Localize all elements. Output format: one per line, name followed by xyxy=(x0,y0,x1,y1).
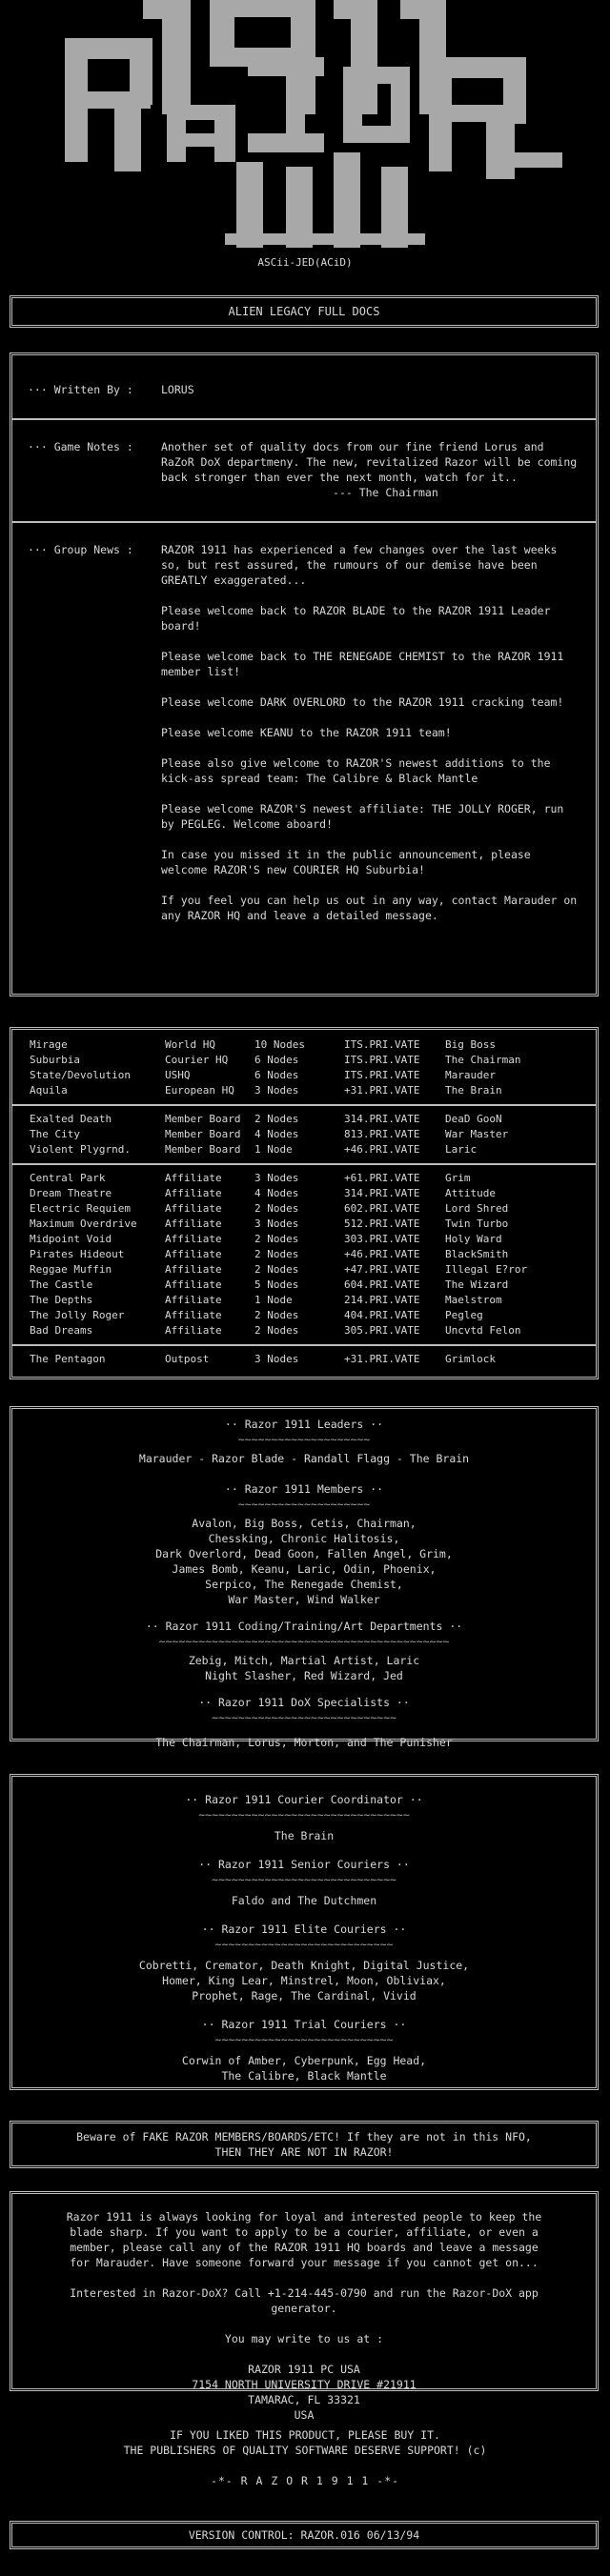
site-type: Affiliate xyxy=(165,1324,222,1337)
support-line: THE PUBLISHERS OF QUALITY SOFTWARE DESERVE SUPPORT! (c) xyxy=(123,2444,487,2457)
news-item: Please welcome back to THE RENEGADE CHEMIST to the RAZOR 1911 member list! xyxy=(161,650,564,678)
site-row xyxy=(30,1171,588,1186)
members-list xyxy=(12,1516,596,1607)
game-notes-signature: --- The Chairman xyxy=(333,486,438,499)
site-number: ITS.PRI.VATE xyxy=(344,1038,420,1051)
site-row xyxy=(30,1232,588,1247)
site-row xyxy=(30,1201,588,1217)
members-line: Chessking, Chronic Halitosis, xyxy=(208,1532,400,1545)
game-notes-label: ··· Game Notes : xyxy=(28,440,133,453)
elite-heading: ·· Razor 1911 Elite Couriers ·· xyxy=(201,1922,407,1936)
address-line: RAZOR 1911 PC USA xyxy=(248,2363,360,2376)
site-type: Affiliate xyxy=(165,1187,222,1199)
site-name: The Pentagon xyxy=(30,1353,106,1365)
address-line: TAMARAC, FL 33321 xyxy=(248,2393,360,2406)
site-type: Courier HQ xyxy=(165,1054,229,1066)
leaders-list: Marauder - Razor Blade - Randall Flagg - The Brain xyxy=(138,1452,470,1465)
site-number: +47.PRI.VATE xyxy=(344,1263,420,1276)
site-row xyxy=(30,1293,588,1308)
site-nodes: 2 Nodes xyxy=(254,1202,299,1215)
site-name: The Jolly Roger xyxy=(30,1309,125,1321)
site-sysop: Lord Shred xyxy=(445,1202,509,1215)
recruit-text xyxy=(26,2209,582,2270)
leaders-heading: ·· Razor 1911 Leaders ·· xyxy=(224,1418,384,1431)
site-sysop: Laric xyxy=(445,1143,478,1156)
underline: ~~~~~~~~~~~~~~~~~~~~~~~~~~~ xyxy=(214,1938,394,1951)
sites-table xyxy=(30,1352,588,1367)
members-line: Serpico, The Renegade Chemist, xyxy=(205,1578,403,1591)
written-by-value: LORUS xyxy=(161,383,194,396)
site-nodes: 10 Nodes xyxy=(254,1038,305,1051)
site-number: ITS.PRI.VATE xyxy=(344,1054,420,1066)
site-row xyxy=(30,1112,588,1127)
group-news-row xyxy=(12,542,596,938)
site-name: The Depths xyxy=(30,1294,93,1306)
site-row xyxy=(30,1142,588,1157)
site-nodes: 5 Nodes xyxy=(254,1278,299,1291)
underline: ~~~~~~~~~~~~~~~~~~~~ xyxy=(237,1433,371,1446)
site-name: Midpoint Void xyxy=(30,1233,112,1245)
site-type: World HQ xyxy=(165,1038,215,1051)
beware-line: Beware of FAKE RAZOR MEMBERS/BOARDS/ETC! If they are not in this NFO, xyxy=(76,2130,532,2143)
site-sysop: Grim xyxy=(445,1172,471,1184)
site-nodes: 2 Nodes xyxy=(254,1324,299,1337)
news-item: Please welcome back to RAZOR BLADE to the RAZOR 1911 Leader board! xyxy=(161,604,551,633)
site-type: USHQ xyxy=(165,1069,191,1081)
site-type: Affiliate xyxy=(165,1263,222,1276)
version-box xyxy=(10,2521,599,2549)
site-name: Suburbia xyxy=(30,1054,80,1066)
trial-list xyxy=(12,2053,596,2083)
senior-heading: ·· Razor 1911 Senior Couriers ·· xyxy=(198,1858,410,1871)
site-number: 305.PRI.VATE xyxy=(344,1324,420,1337)
site-number: 604.PRI.VATE xyxy=(344,1278,420,1291)
site-number: +46.PRI.VATE xyxy=(344,1143,420,1156)
site-number: +46.PRI.VATE xyxy=(344,1248,420,1260)
site-nodes: 4 Nodes xyxy=(254,1187,299,1199)
site-sysop: Uncvtd Felon xyxy=(445,1324,521,1337)
site-nodes: 2 Nodes xyxy=(254,1309,299,1321)
interested-text xyxy=(26,2285,582,2316)
site-row xyxy=(30,1323,588,1338)
site-row xyxy=(30,1037,588,1053)
site-name: Central Park xyxy=(30,1172,106,1184)
beware-line: THEN THEY ARE NOT IN RAZOR! xyxy=(214,2145,394,2159)
site-name: Exalted Death xyxy=(30,1113,112,1125)
members-line: Dark Overlord, Dead Goon, Fallen Angel, Grim, xyxy=(155,1547,453,1560)
news-item: Please welcome RAZOR'S newest affiliate: THE JOLLY ROGER, run by PEGLEG. Welcome aboard! xyxy=(161,802,564,831)
site-number: 214.PRI.VATE xyxy=(344,1294,420,1306)
recruit-line: member, please call any of the RAZOR 1911 HQ boards and leave a message xyxy=(70,2241,539,2254)
sites-box xyxy=(10,1027,599,1379)
news-item: If you feel you can help us out in any way, contact Marauder on any RAZOR HQ and leave a detailed message. xyxy=(161,894,578,922)
site-row xyxy=(30,1352,588,1367)
senior-list: Faldo and The Dutchmen xyxy=(231,1894,377,1907)
site-name: The City xyxy=(30,1128,80,1140)
site-nodes: 1 Node xyxy=(254,1294,293,1306)
written-by-row xyxy=(12,382,596,397)
underline: ~~~~~~~~~~~~~~~~~~~~ xyxy=(237,1498,371,1511)
couriers-box xyxy=(10,1774,599,2090)
site-sysop: The Chairman xyxy=(445,1054,521,1066)
members-box xyxy=(10,1406,599,1749)
site-nodes: 3 Nodes xyxy=(254,1172,299,1184)
interested-line: Interested in Razor-DoX? Call +1-214-445-0790 and run the Razor-DoX app xyxy=(70,2286,539,2300)
site-number: 602.PRI.VATE xyxy=(344,1202,420,1215)
site-sysop: BlackSmith xyxy=(445,1248,509,1260)
site-number: +31.PRI.VATE xyxy=(344,1084,420,1097)
site-nodes: 2 Nodes xyxy=(254,1233,299,1245)
site-name: Reggae Muffin xyxy=(30,1263,112,1276)
sites-list xyxy=(12,1030,596,1367)
recruit-box xyxy=(10,2191,599,2422)
coding-line: Night Slasher, Red Wizard, Jed xyxy=(205,1669,403,1682)
site-type: Affiliate xyxy=(165,1248,222,1260)
site-nodes: 3 Nodes xyxy=(254,1218,299,1230)
site-type: Outpost xyxy=(165,1353,210,1365)
recruit-line: Razor 1911 is always looking for loyal and interested people to keep the xyxy=(66,2210,542,2224)
site-nodes: 1 Node xyxy=(254,1143,293,1156)
site-row xyxy=(30,1247,588,1262)
coding-heading: ·· Razor 1911 Coding/Training/Art Departments ·· xyxy=(145,1620,463,1633)
news-item: Please also give welcome to RAZOR'S newest additions to the kick-ass spread team: The Calibre & Black Mantle xyxy=(161,756,551,785)
site-row xyxy=(30,1053,588,1068)
site-name: Pirates Hideout xyxy=(30,1248,125,1260)
site-number: 512.PRI.VATE xyxy=(344,1218,420,1230)
title-box xyxy=(10,295,599,328)
site-name: Bad Dreams xyxy=(30,1324,93,1337)
site-nodes: 6 Nodes xyxy=(254,1069,299,1081)
site-nodes: 3 Nodes xyxy=(254,1353,299,1365)
news-item: Please welcome DARK OVERLORD to the RAZOR 1911 cracking team! xyxy=(161,695,564,709)
recruit-line: for Marauder. Have someone forward your message if you cannot get on... xyxy=(70,2256,539,2269)
ascii-credit: ASCii-JED(ACiD) xyxy=(257,256,353,269)
members-line: James Bomb, Keanu, Laric, Odin, Phoenix, xyxy=(172,1562,437,1576)
beware-box xyxy=(10,2121,599,2168)
support-text xyxy=(0,2427,610,2458)
site-sysop: Illegal E?ror xyxy=(445,1263,528,1276)
site-type: Affiliate xyxy=(165,1294,222,1306)
coding-line: Zebig, Mitch, Martial Artist, Laric xyxy=(188,1654,420,1667)
site-name: Violent Plygrnd. xyxy=(30,1143,131,1156)
site-type: Affiliate xyxy=(165,1218,222,1230)
site-nodes: 2 Nodes xyxy=(254,1263,299,1276)
game-notes-text: Another set of quality docs from our fine friend Lorus and RaZoR DoX departmeny. The new, revitalized Razor will be coming back stronger than ever the next month, watch for it.. xyxy=(161,440,578,484)
version-control: VERSION CONTROL: RAZOR.016 06/13/94 xyxy=(188,2528,420,2542)
dox-list: The Chairman, Lorus, Morton, and The Punisher xyxy=(155,1736,453,1749)
elite-line: Prophet, Rage, The Cardinal, Vivid xyxy=(192,1989,417,2002)
members-line: Avalon, Big Boss, Cetis, Chairman, xyxy=(192,1517,417,1530)
site-type: Member Board xyxy=(165,1113,241,1125)
site-type: Affiliate xyxy=(165,1202,222,1215)
elite-line: Cobretti, Cremator, Death Knight, Digital Justice, xyxy=(138,1959,470,1972)
site-sysop: Maelstrom xyxy=(445,1294,502,1306)
site-sysop: Pegleg xyxy=(445,1309,483,1321)
site-row xyxy=(30,1217,588,1232)
elite-list xyxy=(12,1958,596,2003)
recruit-line: blade sharp. If you want to apply to be a courier, affiliate, or even a xyxy=(70,2225,539,2239)
site-number: 813.PRI.VATE xyxy=(344,1128,420,1140)
site-sysop: DeaD GooN xyxy=(445,1113,502,1125)
trial-line: The Calibre, Black Mantle xyxy=(221,2069,387,2083)
site-sysop: Attitude xyxy=(445,1187,496,1199)
site-type: Affiliate xyxy=(165,1278,222,1291)
site-name: Dream Theatre xyxy=(30,1187,112,1199)
sites-table xyxy=(30,1112,588,1157)
underline: ~~~~~~~~~~~~~~~~~~~~~~~~~~~~ xyxy=(212,1711,396,1724)
site-row xyxy=(30,1068,588,1083)
site-nodes: 3 Nodes xyxy=(254,1084,299,1097)
site-number: +31.PRI.VATE xyxy=(344,1353,420,1365)
dox-heading: ·· Razor 1911 DoX Specialists ·· xyxy=(198,1696,410,1709)
sites-divider xyxy=(12,1344,596,1346)
site-name: Maximum Overdrive xyxy=(30,1218,137,1230)
elite-line: Homer, King Lear, Minstrel, Moon, Obliviax, xyxy=(162,1974,446,1987)
coding-list xyxy=(12,1653,596,1683)
write-to-us: You may write to us at : xyxy=(224,2332,384,2345)
site-name: Mirage xyxy=(30,1038,68,1051)
site-sysop: Twin Turbo xyxy=(445,1218,509,1230)
site-sysop: Grimlock xyxy=(445,1353,496,1365)
address-line: 7154 NORTH UNIVERSITY DRIVE #21911 xyxy=(192,2378,417,2391)
site-name: Electric Requiem xyxy=(30,1202,131,1215)
site-row xyxy=(30,1186,588,1201)
trial-heading: ·· Razor 1911 Trial Couriers ·· xyxy=(201,2018,407,2031)
members-line: War Master, Wind Walker xyxy=(228,1593,380,1606)
site-number: 314.PRI.VATE xyxy=(344,1187,420,1199)
site-nodes: 2 Nodes xyxy=(254,1113,299,1125)
underline: ~~~~~~~~~~~~~~~~~~~~~~~~~~~~~~~~ xyxy=(198,1808,410,1821)
underline: ~~~~~~~~~~~~~~~~~~~~~~~~~~~ xyxy=(214,2033,394,2046)
game-notes-row xyxy=(12,439,596,500)
site-row xyxy=(30,1278,588,1293)
site-type: Affiliate xyxy=(165,1233,222,1245)
site-name: The Castle xyxy=(30,1278,93,1291)
site-number: 314.PRI.VATE xyxy=(344,1113,420,1125)
site-name: Aquila xyxy=(30,1084,68,1097)
site-type: Affiliate xyxy=(165,1309,222,1321)
info-box xyxy=(10,352,599,996)
site-number: 404.PRI.VATE xyxy=(344,1309,420,1321)
news-item: RAZOR 1911 has experienced a few changes over the last weeks so, but rest assured, the rumours of our demise have been GREATLY exaggerated... xyxy=(161,543,558,587)
site-row xyxy=(30,1308,588,1323)
sites-divider xyxy=(12,1163,596,1165)
site-sysop: The Wizard xyxy=(445,1278,509,1291)
sites-table xyxy=(30,1171,588,1338)
sites-table xyxy=(30,1037,588,1098)
site-name: State/Devolution xyxy=(30,1069,131,1081)
site-type: Member Board xyxy=(165,1143,241,1156)
members-heading: ·· Razor 1911 Members ·· xyxy=(224,1482,384,1496)
site-number: 303.PRI.VATE xyxy=(344,1233,420,1245)
interested-line: generator. xyxy=(271,2302,337,2315)
site-type: Affiliate xyxy=(165,1172,222,1184)
news-item: Please welcome KEANU to the RAZOR 1911 team! xyxy=(161,726,452,739)
mailing-address xyxy=(26,2362,582,2423)
razor-signature: -*- R A Z O R 1 9 1 1 -*- xyxy=(210,2474,400,2487)
sites-divider xyxy=(12,1104,596,1106)
site-sysop: The Brain xyxy=(445,1084,502,1097)
site-row xyxy=(30,1083,588,1098)
trial-line: Corwin of Amber, Cyberpunk, Egg Head, xyxy=(181,2054,427,2067)
site-sysop: Holy Ward xyxy=(445,1233,502,1245)
site-number: ITS.PRI.VATE xyxy=(344,1069,420,1081)
site-number: +61.PRI.VATE xyxy=(344,1172,420,1184)
address-line: USA xyxy=(294,2408,315,2422)
underline: ~~~~~~~~~~~~~~~~~~~~~~~~~~~~ xyxy=(212,1873,396,1886)
site-sysop: Marauder xyxy=(445,1069,496,1081)
site-type: European HQ xyxy=(165,1084,234,1097)
coord-list: The Brain xyxy=(274,1829,335,1842)
written-by-label: ··· Written By : xyxy=(28,383,133,396)
site-nodes: 2 Nodes xyxy=(254,1248,299,1260)
group-news-label: ··· Group News : xyxy=(28,543,133,556)
news-item: In case you missed it in the public announcement, please welcome RAZOR'S new COURIER HQ Suburbia! xyxy=(161,848,531,876)
site-nodes: 6 Nodes xyxy=(254,1054,299,1066)
site-row xyxy=(30,1262,588,1278)
site-row xyxy=(30,1127,588,1142)
underline: ~~~~~~~~~~~~~~~~~~~~~~~~~~~~~~~~~~~~~~~~~~~~ xyxy=(158,1635,450,1648)
doc-title: ALIEN LEGACY FULL DOCS xyxy=(228,305,380,318)
razor-1911-logo xyxy=(0,0,610,257)
site-sysop: War Master xyxy=(445,1128,509,1140)
site-type: Member Board xyxy=(165,1128,241,1140)
coord-heading: ·· Razor 1911 Courier Coordinator ·· xyxy=(185,1793,423,1806)
site-nodes: 4 Nodes xyxy=(254,1128,299,1140)
support-line: IF YOU LIKED THIS PRODUCT, PLEASE BUY IT. xyxy=(170,2428,440,2442)
site-sysop: Big Boss xyxy=(445,1038,496,1051)
group-news-list xyxy=(161,542,596,938)
